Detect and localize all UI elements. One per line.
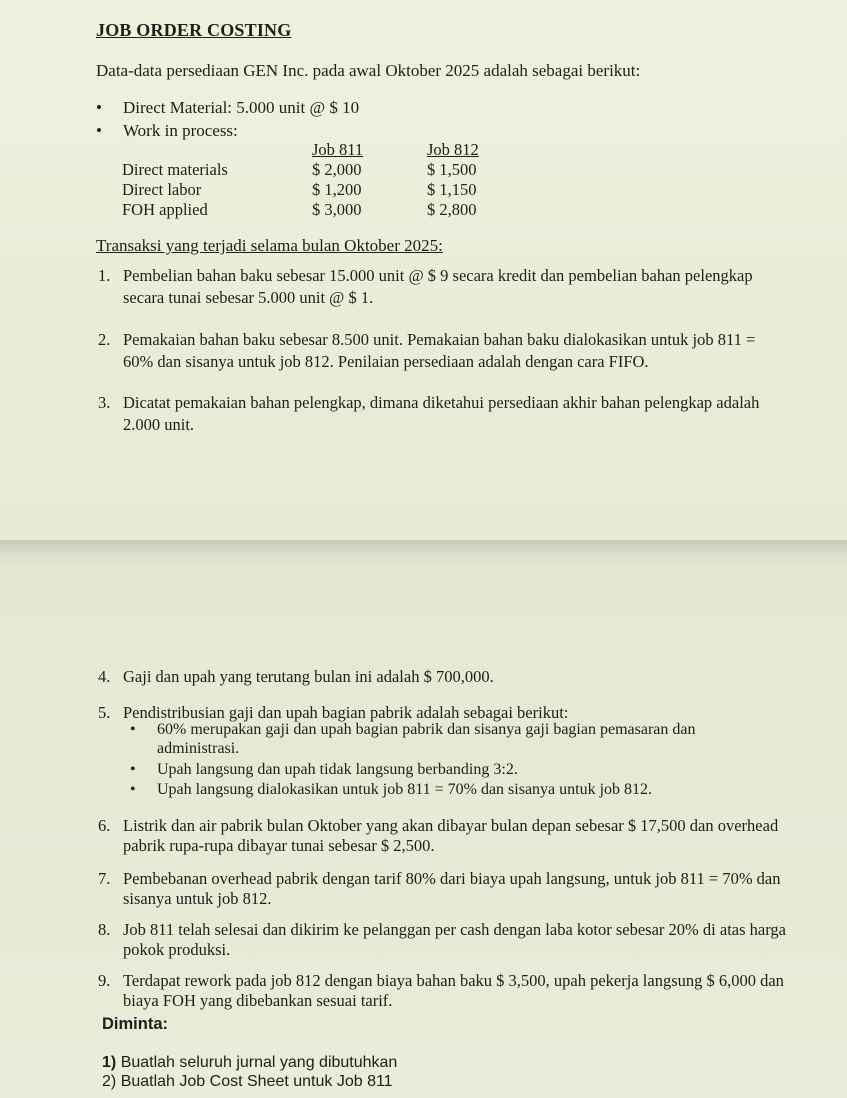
bullet-marker: • [130,721,136,738]
transaction-item-4 [98,666,788,688]
item-number: 8. [98,920,111,939]
request-text: Buatlah seluruh jurnal yang dibutuhkan [120,1054,398,1071]
item-text: Pendistribusian gaji dan upah bagian pabrik adalah sebagai berikut: [123,703,569,722]
item5-subpoint [130,760,770,779]
request-item-1 [102,1054,397,1072]
page-title: JOB ORDER COSTING [96,20,292,40]
transaction-item-7 [98,869,788,909]
wip-header-row [122,140,527,160]
request-number: 2) [102,1073,117,1090]
paper-fold-shadow [0,540,847,566]
subpoint-text: Upah langsung dan upah tidak langsung berbanding 3:2. [157,761,518,778]
bullet-direct-material [96,98,359,118]
item-text: Gaji dan upah yang terutang bulan ini adalah $ 700,000. [123,667,494,686]
item-text: Terdapat rework pada job 812 dengan biaya bahan baku $ 3,500, upah pekerja langsung $ 6,000 dan biaya FOH yang dibebankan sesuai tarif. [123,971,784,1010]
transaction-item-8 [98,920,788,960]
item-number: 9. [98,971,111,990]
wip-row [122,180,527,200]
item-text: Dicatat pemakaian bahan pelengkap, dimana diketahui persediaan akhir bahan pelengkap adalah 2.000 unit. [123,393,760,434]
item-text: Pembebanan overhead pabrik dengan tarif 80% dari biaya upah langsung, untuk job 811 = 70% dan sisanya untuk job 812. [123,869,781,908]
bullet-text: Work in process: [123,121,238,140]
transaction-item-1 [98,265,788,309]
wip-cell-job812: $ 2,800 [427,200,477,219]
transactions-heading: Transaksi yang terjadi selama bulan Oktober 2025: [96,236,443,255]
item-number: 2. [98,330,111,349]
wip-cell-job812: $ 1,500 [427,160,477,179]
item-number: 6. [98,816,111,835]
wip-row-label: Direct materials [122,160,228,179]
bullet-marker: • [96,121,102,140]
diminta-heading: Diminta: [102,1015,168,1033]
subpoint-text: Upah langsung dialokasikan untuk job 811 = 70% dan sisanya untuk job 812. [157,781,653,798]
wip-header-job811: Job 811 [312,140,364,159]
bullet-marker: • [96,98,102,117]
wip-cell-job811: $ 3,000 [312,200,362,219]
bullet-marker: • [130,761,136,778]
wip-row [122,160,527,180]
item-text: Listrik dan air pabrik bulan Oktober yang akan dibayar bulan depan sebesar $ 17,500 dan overhead pabrik rupa-rupa dibayar tunai sebesar $ 2,500. [123,816,779,855]
wip-row-label: FOH applied [122,200,208,219]
wip-cell-job811: $ 2,000 [312,160,362,179]
request-text: Buatlah Job Cost Sheet untuk Job 811 [120,1073,393,1090]
transaction-item-2 [98,329,788,373]
transaction-item-3 [98,392,788,436]
transaction-item-9 [98,971,788,1011]
wip-cell-job812: $ 1,150 [427,180,477,199]
item-number: 5. [98,703,111,722]
item-number: 4. [98,667,111,686]
item-text: Pemakaian bahan baku sebesar 8.500 unit. Pemakaian bahan baku dialokasikan untuk job 811 = 60% dan sisanya untuk job 812. Penilaian persediaan adalah dengan cara FIFO. [123,330,756,371]
item-text: Pembelian bahan baku sebesar 15.000 unit @ $ 9 secara kredit dan pembelian bahan pelengkap secara tunai sebesar 5.000 unit @ $ 1. [123,266,753,307]
transaction-item-6 [98,816,788,856]
item-number: 1. [98,266,111,285]
item-number: 7. [98,869,111,888]
bullet-text: Direct Material: 5.000 unit @ $ 10 [123,98,360,117]
item5-subpoint [130,780,770,799]
wip-row-label: Direct labor [122,180,202,199]
request-item-2 [102,1073,393,1091]
intro-text: Data-data persediaan GEN Inc. pada awal Oktober 2025 adalah sebagai berikut: [96,61,641,80]
bullet-work-in-process [96,121,238,141]
wip-header-job812: Job 812 [427,140,479,159]
bullet-marker: • [130,781,136,798]
item5-subpoint [130,720,770,758]
request-number: 1) [102,1054,117,1071]
item-text: Job 811 telah selesai dan dikirim ke pelanggan per cash dengan laba kotor sebesar 20% di atas harga pokok produksi. [123,920,786,959]
wip-table [122,140,527,220]
subpoint-text: 60% merupakan gaji dan upah bagian pabrik dan sisanya gaji bagian pemasaran dan administrasi. [157,721,696,757]
wip-row [122,200,527,220]
wip-cell-job811: $ 1,200 [312,180,362,199]
item-number: 3. [98,393,111,412]
